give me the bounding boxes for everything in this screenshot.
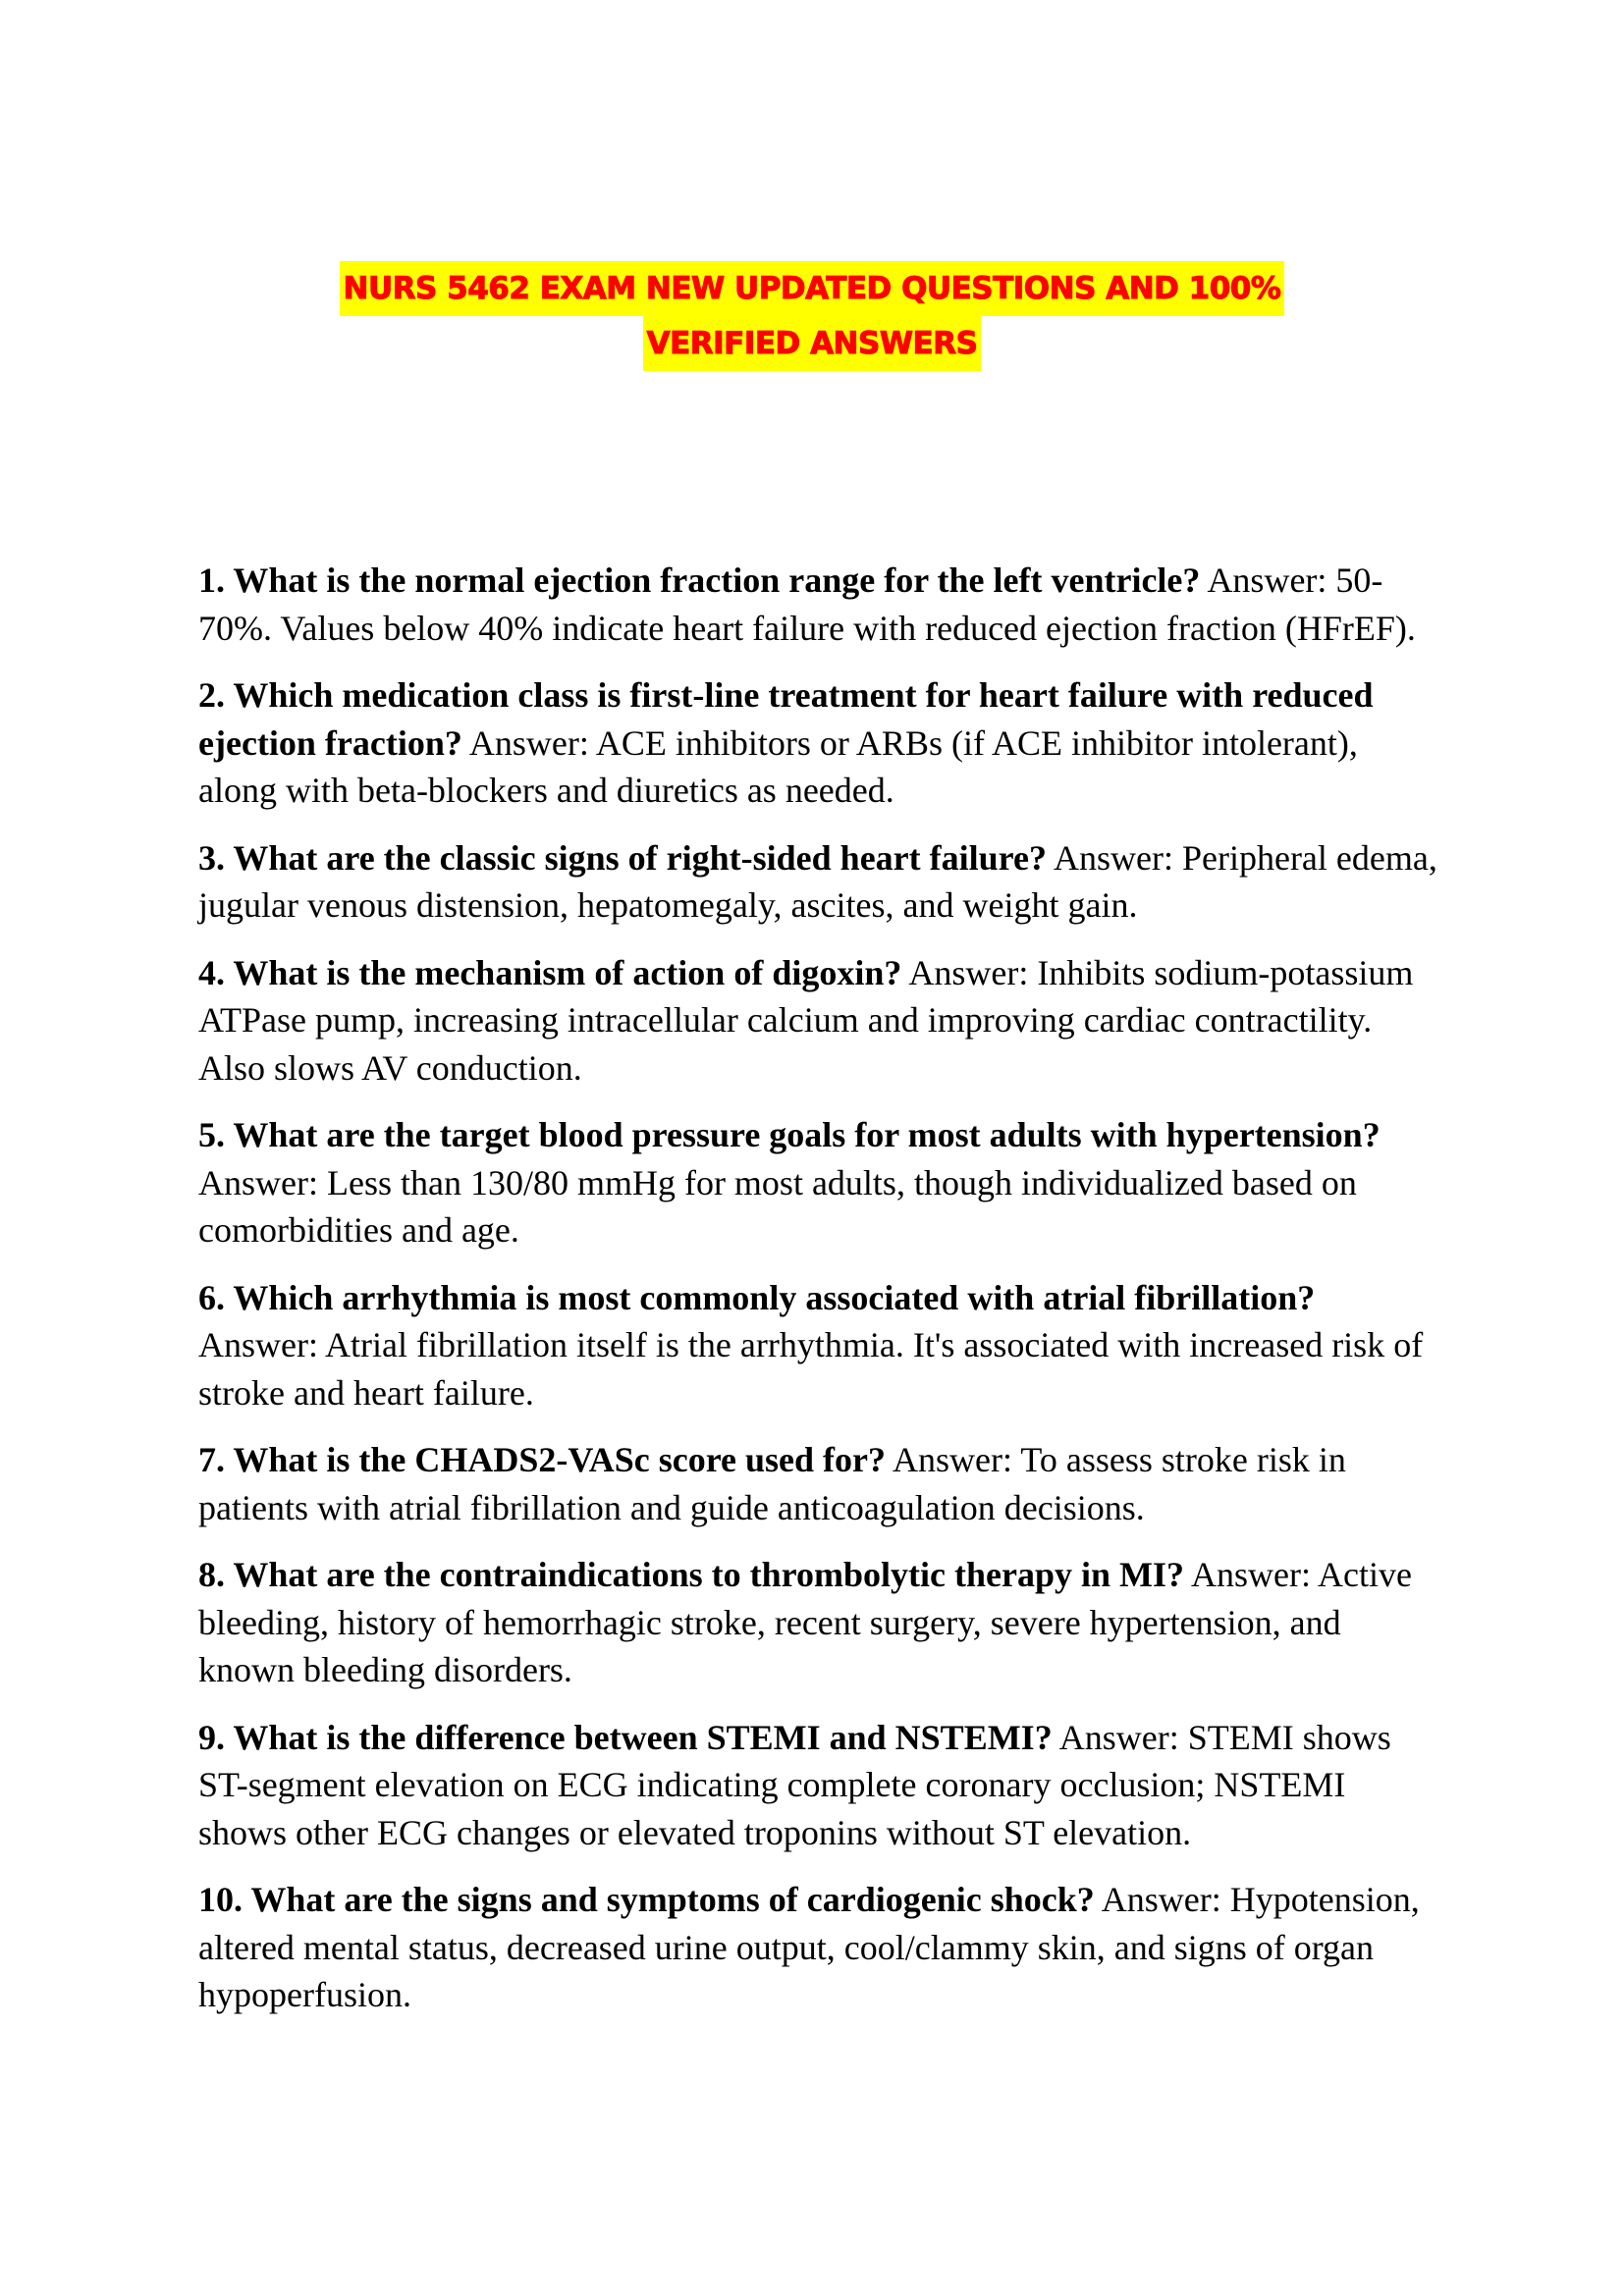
question-text: 2. Which medication class is first-line treatment for heart failure with reduced ejection fraction? (198, 675, 1374, 763)
qa-item (198, 671, 1437, 815)
title-line-1: NURS 5462 EXAM NEW UPDATED QUESTIONS AND 100% (340, 261, 1285, 316)
question-text: 7. What is the CHADS2-VASc score used for? (198, 1440, 887, 1479)
qa-list (198, 557, 1437, 2039)
qa-item (198, 1714, 1437, 1857)
qa-item (198, 834, 1437, 930)
qa-item (198, 1551, 1437, 1694)
question-text: 8. What are the contraindications to thrombolytic therapy in MI? (198, 1555, 1184, 1594)
document-title (0, 261, 1624, 371)
question-text: 3. What are the classic signs of right-sided heart failure? (198, 837, 1047, 878)
answer-label: Answer: (1053, 837, 1173, 878)
answer-text: Less than 130/80 mmHg for most adults, though individualized based on comorbidities and age. (198, 1162, 1357, 1250)
answer-text: Hypotension, altered mental status, decreased urine output, cool/clammy skin, and signs of organ hypoperfusion. (198, 1880, 1420, 2014)
answer-label: Answer: (198, 1325, 318, 1364)
answer-label: Answer: (468, 722, 589, 763)
answer-label: Answer: (1207, 561, 1327, 600)
title-line-2: VERIFIED ANSWERS (643, 316, 982, 371)
answer-label: Answer: (893, 1440, 1013, 1479)
question-text: 5. What are the target blood pressure goals for most adults with hypertension? (198, 1115, 1380, 1154)
qa-item (198, 557, 1437, 652)
answer-label: Answer: (1101, 1880, 1221, 1919)
answer-text: 50-70%. Values below 40% indicate heart failure with reduced ejection fraction (HFrEF). (198, 561, 1416, 648)
qa-item (198, 1876, 1437, 2019)
answer-label: Answer: (908, 952, 1029, 992)
answer-text: ACE inhibitors or ARBs (if ACE inhibitor intolerant), along with beta-blockers and diuretics as needed. (198, 722, 1358, 810)
qa-item (198, 949, 1437, 1093)
qa-item (198, 1111, 1437, 1255)
question-text: 4. What is the mechanism of action of digoxin? (198, 952, 902, 992)
answer-text: Peripheral edema, jugular venous distension, hepatomegaly, ascites, and weight gain. (198, 837, 1437, 925)
question-text: 10. What are the signs and symptoms of cardiogenic shock? (198, 1880, 1095, 1919)
answer-label: Answer: (198, 1162, 318, 1202)
answer-label: Answer: (1058, 1717, 1179, 1757)
qa-item (198, 1274, 1437, 1417)
answer-text: Active bleeding, history of hemorrhagic stroke, recent surgery, severe hypertension, and known bleeding disorders. (198, 1555, 1412, 1689)
question-text: 6. Which arrhythmia is most commonly associated with atrial fibrillation? (198, 1277, 1316, 1317)
question-text: 9. What is the difference between STEMI and NSTEMI? (198, 1717, 1053, 1757)
answer-label: Answer: (1191, 1555, 1311, 1594)
answer-text: STEMI shows ST-segment elevation on ECG indicating complete coronary occlusion; NSTEMI shows other ECG changes or elevated troponins without ST elevation. (198, 1717, 1391, 1852)
answer-text: Inhibits sodium-potassium ATPase pump, increasing intracellular calcium and improving cardiac contractility. Also slows AV conduction. (198, 952, 1414, 1088)
qa-item (198, 1436, 1437, 1531)
answer-text: To assess stroke risk in patients with atrial fibrillation and guide anticoagulation decisions. (198, 1440, 1346, 1527)
answer-text: Atrial fibrillation itself is the arrhythmia. It's associated with increased risk of stroke and heart failure. (198, 1325, 1424, 1413)
question-text: 1. What is the normal ejection fraction range for the left ventricle? (198, 561, 1201, 600)
